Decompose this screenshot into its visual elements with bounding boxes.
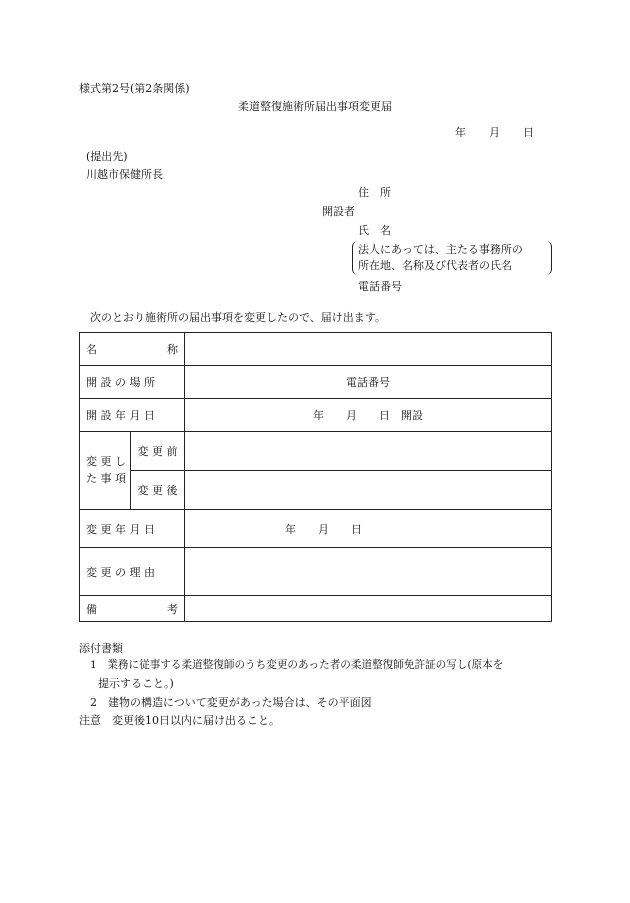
after-value-field[interactable] (185, 471, 552, 510)
corporation-note-line1: 法人にあっては、主たる事務所の (358, 243, 523, 256)
table-row-name (80, 333, 552, 366)
phone-label: 電話番号 (358, 280, 402, 293)
changed-items-label-line2: た 事 項 (86, 471, 126, 485)
attachment-item2: 2 建物の構造について変更があった場合は、その平面図 (90, 696, 372, 709)
after-label: 変 更 後 (131, 471, 185, 510)
reason-row-label: 変 更 の 理 由 (80, 548, 185, 596)
attachments-title: 添付書類 (79, 642, 123, 655)
remarks-label-left: 備 (86, 602, 97, 616)
addressee-name: 川越市保健所長 (86, 168, 163, 181)
deadline-note: 注意 変更後10日以内に届け出ること。 (79, 714, 280, 727)
name-row-label (80, 333, 185, 366)
remarks-label-right: 考 (167, 602, 178, 616)
table-row-changed-before (80, 432, 552, 471)
reason-value-field[interactable] (185, 548, 552, 596)
location-phone-label: 電話番号 (346, 376, 390, 389)
changed-items-label-line1: 変 更 し (86, 455, 126, 468)
table-row-changed-after (80, 471, 552, 510)
change-form-table (79, 332, 552, 622)
change-date-row-label: 変 更 年 月 日 (80, 510, 185, 548)
changed-items-label (80, 432, 131, 510)
table-row-open-date (80, 399, 552, 432)
table-row-change-date (80, 510, 552, 548)
attachment-item1-line1: 1 業務に従事する柔道整復師のうち変更のあった者の柔道整復師免許証の写し(原本を (90, 659, 504, 671)
before-value-field[interactable] (185, 432, 552, 471)
change-date-value-field[interactable] (185, 510, 552, 548)
open-date-template: 年 月 日 開設 (313, 409, 423, 422)
name-value-field[interactable] (185, 333, 552, 366)
name-label-right: 称 (167, 343, 178, 356)
date-year-label: 年 (455, 126, 466, 139)
table-row-location (80, 366, 552, 399)
name-label: 氏 名 (358, 224, 391, 237)
remarks-value-field[interactable] (185, 596, 552, 622)
addressee-label: (提出先) (86, 150, 128, 163)
date-month-label: 月 (489, 126, 500, 139)
remarks-row-label (80, 596, 185, 622)
change-date-template: 年 月 日 (285, 522, 362, 536)
location-row-label: 開 設 の 場 所 (80, 366, 185, 399)
form-number: 様式第2号(第2条関係) (79, 82, 190, 95)
document-title: 柔道整復施術所届出事項変更届 (238, 100, 392, 113)
date-day-label: 日 (523, 126, 534, 139)
table-row-remarks (80, 596, 552, 622)
intro-text: 次のとおり施術所の届出事項を変更したので、届け出ます。 (90, 311, 386, 324)
table-row-reason (80, 548, 552, 596)
attachment-item1-line2: 提示すること。) (98, 677, 174, 690)
founder-label: 開設者 (322, 205, 355, 218)
before-label: 変 更 前 (131, 432, 185, 471)
corporation-note-line2: 所在地、名称及び代表者の氏名 (358, 259, 512, 272)
name-label-left: 名 (86, 343, 97, 356)
open-date-value-field[interactable] (185, 399, 552, 432)
location-value-field[interactable] (185, 366, 552, 399)
address-label: 住 所 (358, 186, 391, 199)
open-date-row-label: 開 設 年 月 日 (80, 399, 185, 432)
